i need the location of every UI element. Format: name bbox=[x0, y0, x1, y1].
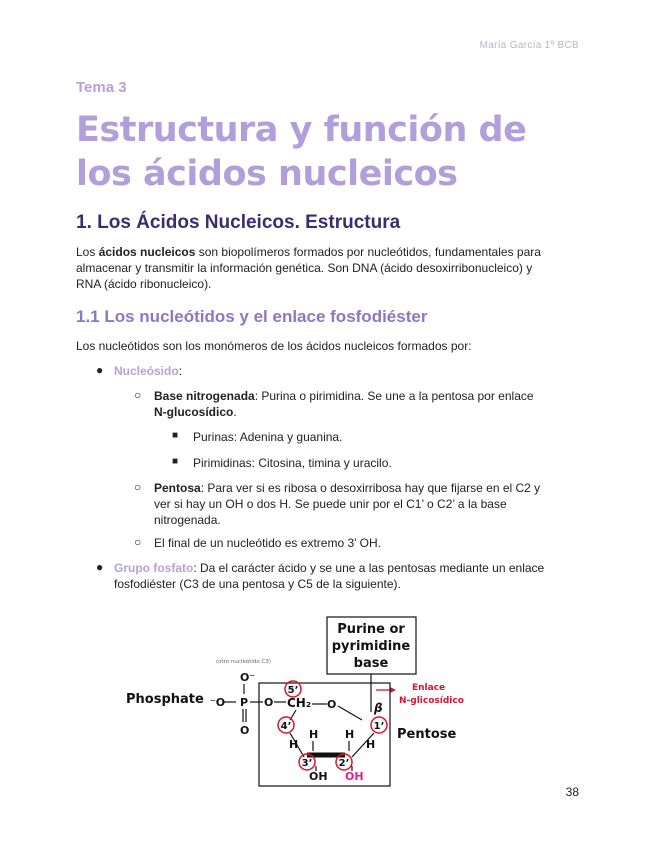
o-minus-left: ⁻O bbox=[210, 696, 226, 709]
sub-bullet-circle: ○ bbox=[134, 388, 142, 402]
small-note: (otro nucleótido C3) bbox=[216, 659, 271, 665]
base-text: : Purina o pirimidina. Se une a la pentosa por enlace bbox=[254, 389, 534, 403]
tema-label: Tema 3 bbox=[76, 79, 127, 96]
bullet-dot: ● bbox=[96, 560, 104, 574]
section-intro: Los nucleótidos son los monómeros de los ácidos nucleicos formados por: bbox=[76, 339, 472, 353]
base-box-line-2: pyrimidine bbox=[331, 639, 411, 654]
beta-label: β bbox=[374, 701, 383, 715]
fosfato-text: fosfodiéster (C3 de una pentosa y C5 de la siguiente). bbox=[114, 577, 401, 591]
bullet-dot: ● bbox=[96, 363, 104, 377]
pentose-label: Pentose bbox=[397, 727, 457, 742]
enlace-arrow-head bbox=[390, 687, 396, 693]
oh-c3: OH bbox=[309, 770, 328, 783]
h-c1: H bbox=[366, 738, 376, 751]
c2-label: 2’ bbox=[338, 758, 350, 769]
period: . bbox=[233, 405, 237, 419]
sub-bullet-circle: ○ bbox=[134, 480, 142, 494]
enlace-label-1: Enlace bbox=[412, 683, 446, 693]
sub-bullet-circle: ○ bbox=[134, 535, 142, 549]
pentosa-text: nitrogenada. bbox=[154, 513, 221, 527]
para-bold: ácidos nucleicos bbox=[98, 245, 196, 259]
para-text: RNA (ácido ribonucleico). bbox=[76, 277, 212, 291]
pentosa-text: ver si hay un OH o dos H. Se puede unir por el C1’ o C2’ a la base bbox=[154, 497, 507, 511]
enlace-label-2: N-glicosídico bbox=[399, 696, 464, 706]
pentosa-text: : Para ver si es ribosa o desoxirribosa hay que fijarse en el C2 y bbox=[200, 481, 541, 495]
c1-label: 1’ bbox=[373, 721, 385, 732]
phosphate-label: Phosphate bbox=[126, 692, 204, 707]
oh-c2: OH bbox=[345, 770, 364, 783]
p-atom: P bbox=[240, 696, 249, 709]
para-text: Los bbox=[76, 245, 99, 259]
pentosa-bold: Pentosa bbox=[154, 481, 201, 495]
c5-label: 5’ bbox=[287, 685, 299, 696]
nucleosido-label: Nucleósido bbox=[114, 364, 179, 378]
page-number: 38 bbox=[565, 785, 579, 799]
c4-label: 4’ bbox=[280, 721, 292, 732]
author-header: María García 1º BCB bbox=[479, 40, 579, 51]
h-c2: H bbox=[345, 728, 355, 741]
list-item-purinas: Purinas: Adenina y guanina. bbox=[193, 430, 343, 444]
h-c4: H bbox=[289, 738, 299, 751]
base-bold: Base nitrogenada bbox=[154, 389, 255, 403]
ring-o: O bbox=[327, 698, 337, 711]
fosfato-text: : Da el carácter ácido y se une a las pentosas mediante un enlace bbox=[193, 561, 545, 575]
o-bottom: O bbox=[240, 724, 250, 737]
para-text: son biopolímeros formados por nucleótidos, fundamentales para bbox=[195, 245, 541, 259]
h-c3: H bbox=[309, 728, 319, 741]
section-1-1-heading: 1.1 Los nucleótidos y el enlace fosfodiéster bbox=[76, 307, 428, 326]
title-line-2: los ácidos nucleicos bbox=[76, 154, 458, 194]
glucosidico-bold: N-glucosídico bbox=[154, 405, 234, 419]
list-item-final: El final de un nucleótido es extremo 3’ OH. bbox=[154, 536, 382, 550]
o-bridge: O bbox=[264, 696, 274, 709]
base-box-line-3: base bbox=[353, 656, 389, 671]
list-item-pirimidinas: Pirimidinas: Citosina, timina y uracilo. bbox=[193, 456, 392, 470]
ch2: CH₂ bbox=[287, 696, 312, 710]
title-line-1: Estructura y función de bbox=[76, 110, 527, 150]
section-1-heading: 1. Los Ácidos Nucleicos. Estructura bbox=[76, 212, 401, 233]
fosfato-label: Grupo fosfato bbox=[114, 561, 194, 575]
para-text: almacenar y transmitir la información genética. Son DNA (ácido desoxirribonucleico) y bbox=[76, 261, 533, 275]
c3-label: 3’ bbox=[301, 758, 313, 769]
o-minus-top: O⁻ bbox=[240, 671, 256, 684]
sub-sub-bullet-square: ■ bbox=[172, 456, 179, 467]
colon: : bbox=[178, 364, 183, 378]
base-box-line-1: Purine or bbox=[337, 622, 405, 637]
sub-sub-bullet-square: ■ bbox=[172, 430, 179, 441]
